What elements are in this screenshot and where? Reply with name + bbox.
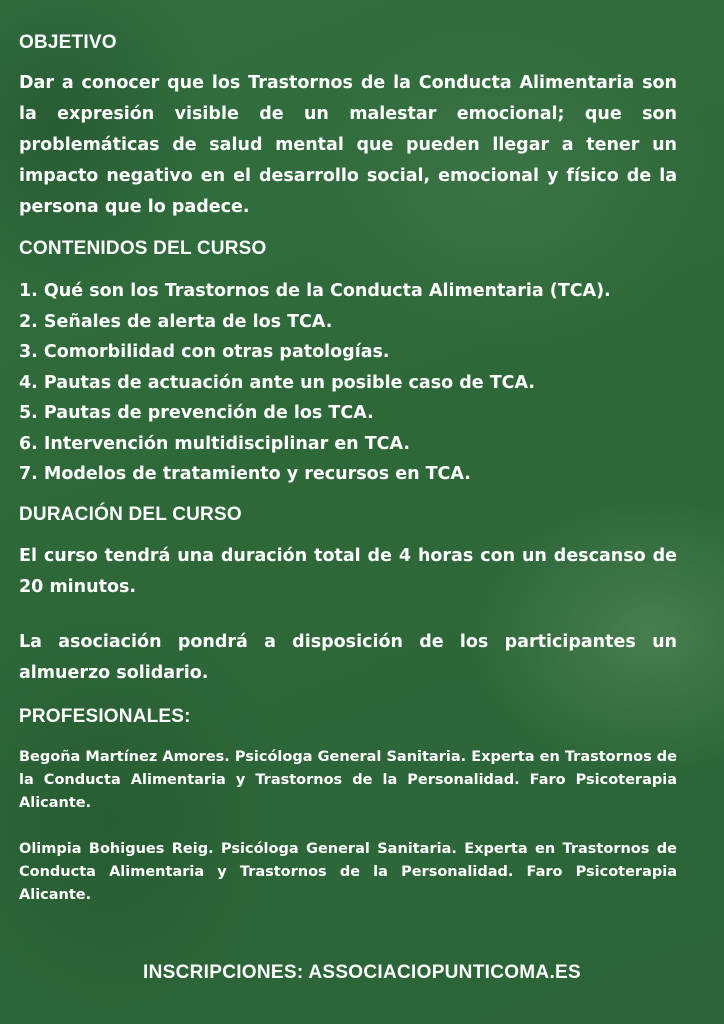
contenidos-item: 3. Comorbilidad con otras patologías. [19,342,390,362]
almuerzo-text: La asociación pondrá a disposición de los participantes un almuerzo solidario. [19,631,677,683]
objetivo-heading: OBJETIVO [19,32,117,53]
contenidos-heading: CONTENIDOS DEL CURSO [19,238,267,259]
profesional-item: Begoña Martínez Amores. Psicóloga General Sanitaria. Experta en Trastornos de la Conducta Alimentaria y Trastornos de la Personalidad. Faro Psicoterapia Alicante. [19,748,677,811]
profesional-item: Olimpia Bohigues Reig. Psicóloga General Sanitaria. Experta en Trastornos de Conducta Alimentaria y Trastornos de la Personalidad. Faro Psicoterapia Alicante. [19,840,677,903]
contenidos-item: 5. Pautas de prevención de los TCA. [19,403,374,423]
contenidos-item: 1. Qué son los Trastornos de la Conducta Alimentaria (TCA). [19,281,611,301]
contenidos-item: 7. Modelos de tratamiento y recursos en TCA. [19,464,471,484]
duracion-text: El curso tendrá una duración total de 4 horas con un descanso de 20 minutos. [19,545,677,597]
contenidos-item: 6. Intervención multidisciplinar en TCA. [19,433,411,454]
contenidos-list [19,276,677,490]
objetivo-text: Dar a conocer que los Trastornos de la Conducta Alimentaria son la expresión visible de un malestar emocional; que son problemáticas de salud mental que pueden llegar a tener un impacto negativo en el desarrollo social, emocional y físico de la persona que lo padece. [19,73,677,217]
inscripciones-footer: INSCRIPCIONES: ASSOCIACIOPUNTICOMA.ES [143,962,581,983]
contenidos-item: 2. Señales de alerta de los TCA. [19,311,333,332]
contenidos-item: 4. Pautas de actuación ante un posible caso de TCA. [19,372,536,393]
duracion-heading: DURACIÓN DEL CURSO [19,503,242,525]
flyer-content [19,30,677,907]
profesionales-heading: PROFESIONALES: [19,705,191,727]
